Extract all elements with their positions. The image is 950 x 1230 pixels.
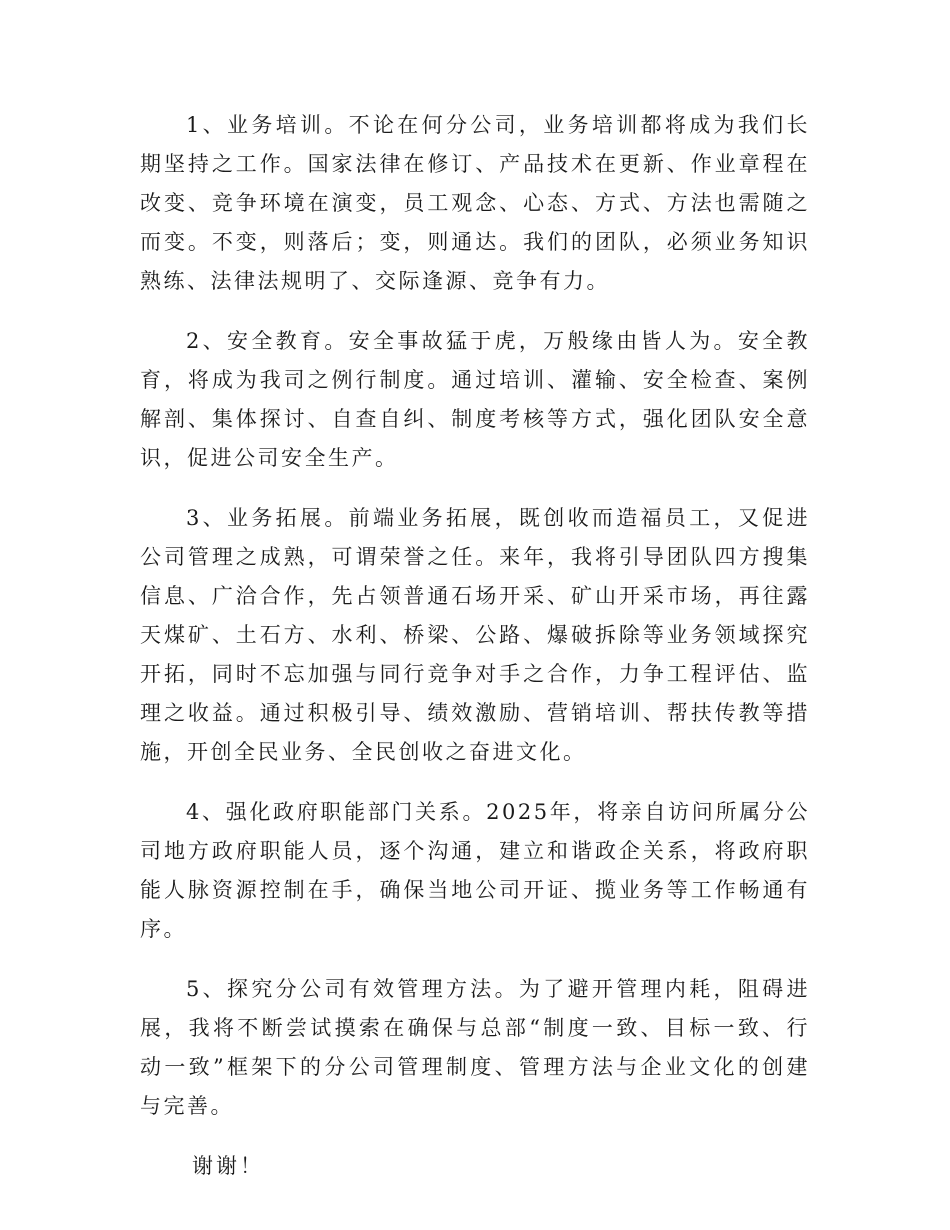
paragraph-government-relations: 4、强化政府职能部门关系。2025年，将亲自访问所属分公司地方政府职能人员，逐个沟通，建立和谐政企关系，将政府职能人脉资源控制在手，确保当地公司开证、揽业务等工作畅通有序。 bbox=[140, 800, 810, 941]
closing-thanks: 谢谢！ bbox=[192, 1154, 264, 1178]
paragraph-business-training: 1、业务培训。不论在何分公司，业务培训都将成为我们长期坚持之工作。国家法律在修订、产品技术在更新、作业章程在改变、竞争环境在演变，员工观念、心态、方式、方法也需随之而变。不变，则落后；变，则通达。我们的团队，必须业务知识熟练、法律法规明了、交际逢源、竞争有力。 bbox=[140, 113, 810, 293]
paragraph-branch-management: 5、探究分公司有效管理方法。为了避开管理内耗，阻碍进展，我将不断尝试摸索在确保与总部“制度一致、目标一致、行动一致”框架下的分公司管理制度、管理方法与企业文化的创建与完善。 bbox=[140, 977, 810, 1118]
document-body bbox=[140, 106, 810, 1186]
paragraph-safety-education: 2、安全教育。安全事故猛于虎，万般缘由皆人为。安全教育，将成为我司之例行制度。通过培训、灌输、安全检查、案例解剖、集体探讨、自查自纠、制度考核等方式，强化团队安全意识，促进公司安全生产。 bbox=[140, 329, 810, 470]
paragraph-business-expansion: 3、业务拓展。前端业务拓展，既创收而造福员工，又促进公司管理之成熟，可谓荣誉之任。来年，我将引导团队四方搜集信息、广洽合作，先占领普通石场开采、矿山开采市场，再往露天煤矿、土石方、水利、桥梁、公路、爆破拆除等业务领域探究开拓，同时不忘加强与同行竞争对手之合作，力争工程评估、监理之收益。通过积极引导、绩效激励、营销培训、帮扶传教等措施，开创全民业务、全民创收之奋进文化。 bbox=[140, 506, 810, 764]
